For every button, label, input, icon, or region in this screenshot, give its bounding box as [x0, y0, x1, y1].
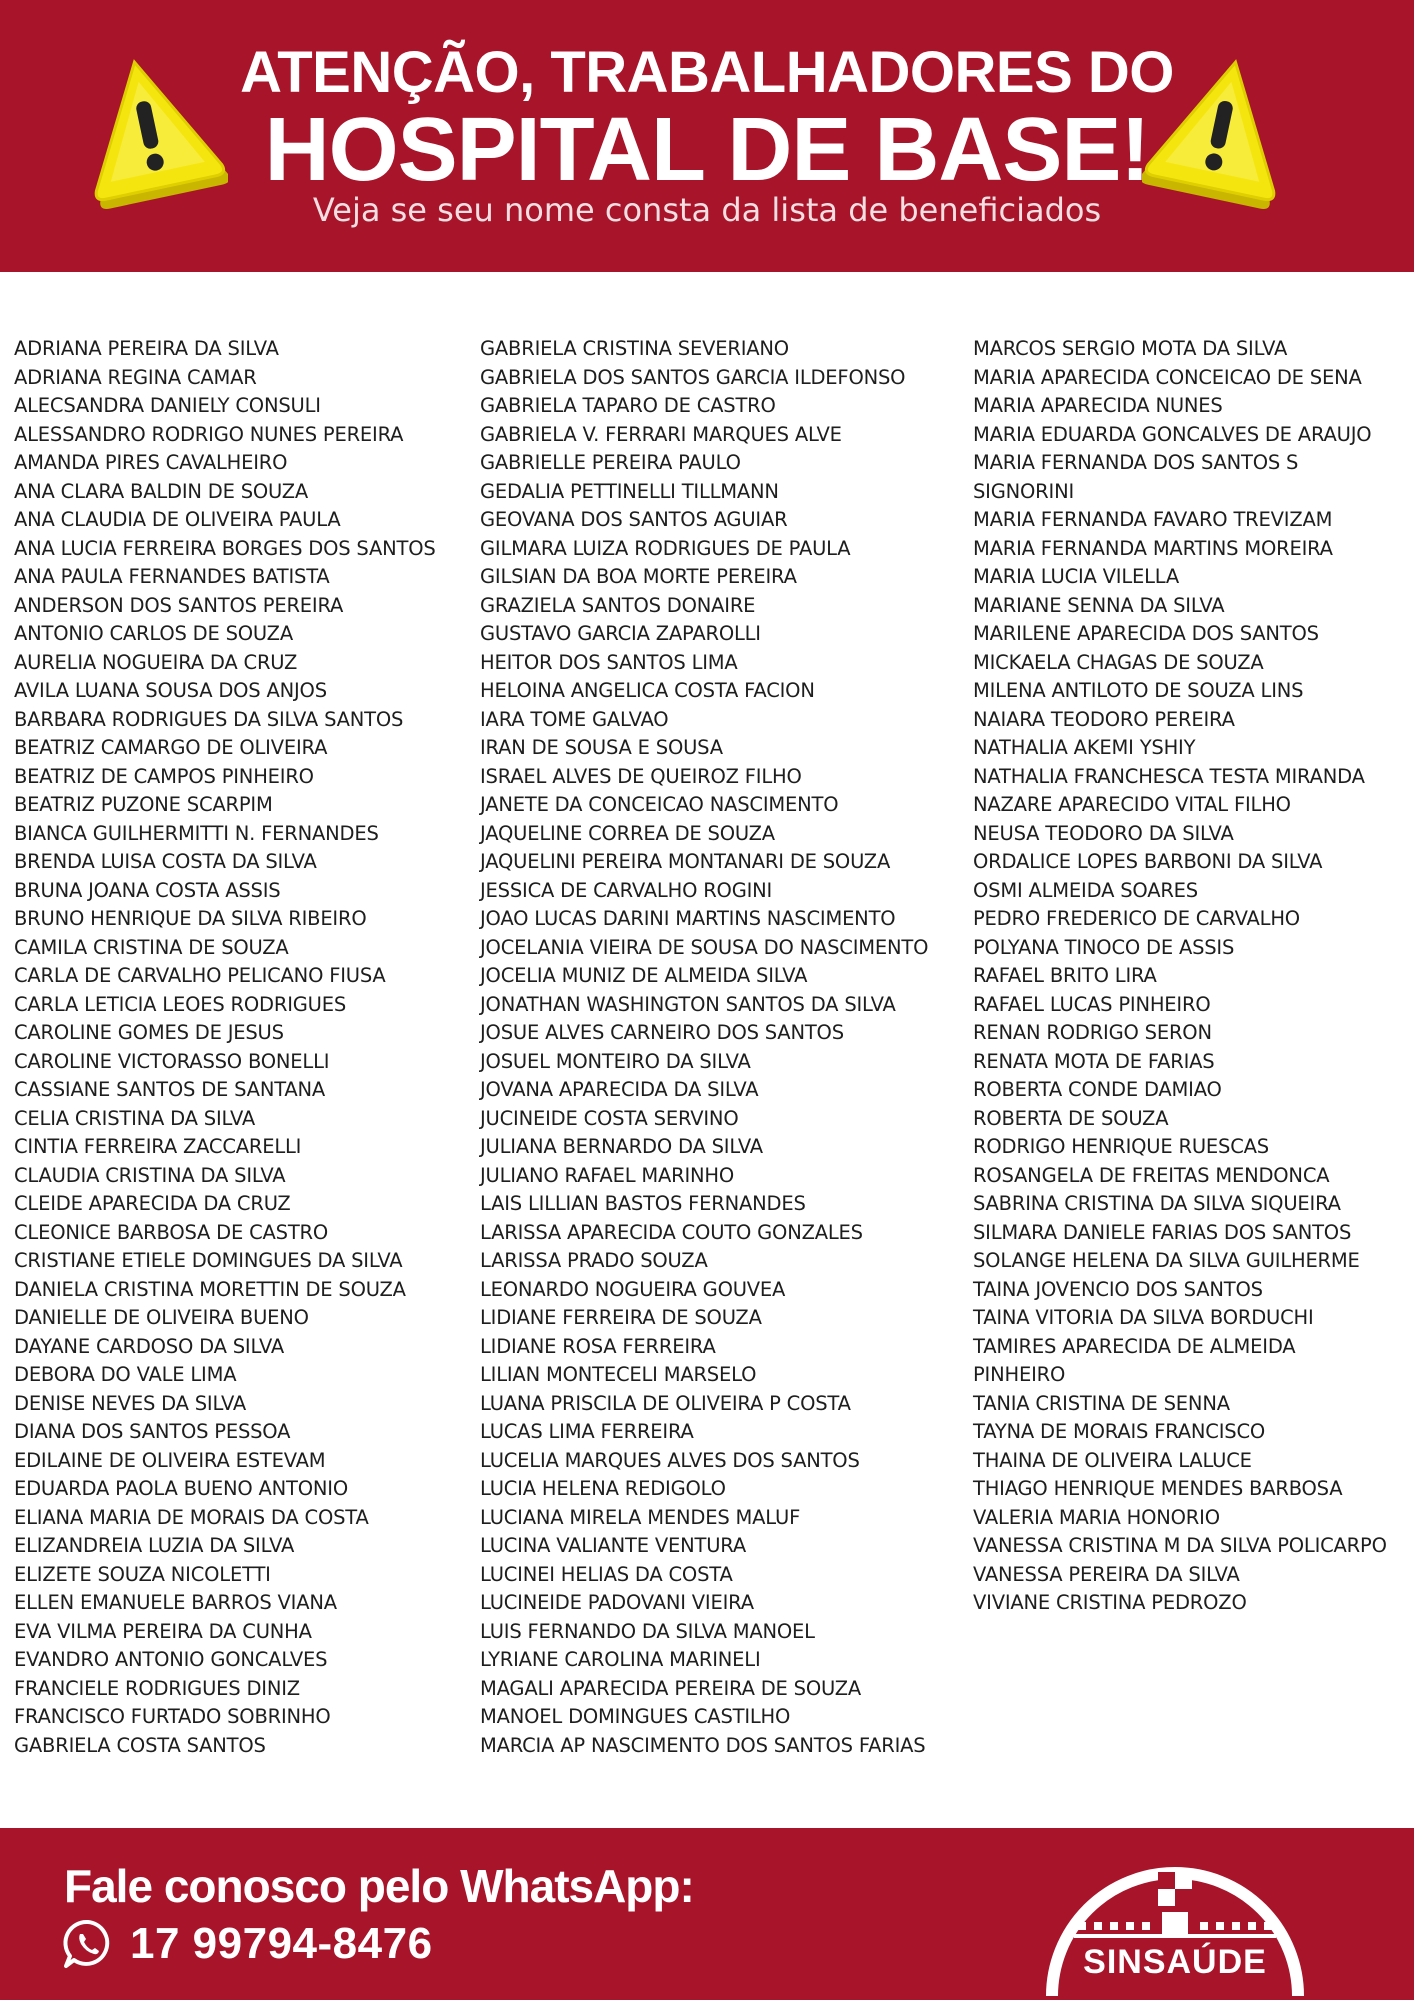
names-column-2 — [480, 335, 928, 1760]
beneficiary-name: GUSTAVO GARCIA ZAPAROLLI — [480, 622, 761, 645]
beneficiary-name: LUCIANA MIRELA MENDES MALUF — [480, 1505, 801, 1529]
beneficiary-name: MARIANE SENNA DA SILVA — [973, 593, 1225, 617]
beneficiary-name: ORDALICE LOPES BARBONI DA SILVA — [973, 850, 1323, 873]
beneficiary-name: CLAUDIA CRISTINA DA SILVA — [14, 1163, 286, 1187]
beneficiary-name: TAMIRES APARECIDA DE ALMEIDA — [973, 1334, 1296, 1358]
beneficiary-name: JAQUELINI PEREIRA MONTANARI DE SOUZA — [480, 850, 891, 873]
beneficiary-name: LUIS FERNANDO DA SILVA MANOEL — [480, 1619, 815, 1643]
beneficiary-name: ANA CLARA BALDIN DE SOUZA — [14, 479, 309, 503]
beneficiary-name: ADRIANA REGINA CAMAR — [14, 365, 257, 389]
beneficiary-name: DENISE NEVES DA SILVA — [14, 1391, 247, 1415]
beneficiary-name: MARIA APARECIDA NUNES — [973, 394, 1223, 417]
beneficiary-name: EVANDRO ANTONIO GONCALVES — [14, 1648, 328, 1671]
beneficiary-name: LILIAN MONTECELI MARSELO — [480, 1363, 757, 1386]
beneficiary-name: DAYANE CARDOSO DA SILVA — [14, 1334, 285, 1358]
beneficiary-name: JOSUEL MONTEIRO DA SILVA — [480, 1049, 751, 1073]
beneficiary-name: GABRIELA COSTA SANTOS — [14, 1733, 266, 1757]
beneficiary-name: AURELIA NOGUEIRA DA CRUZ — [14, 650, 298, 674]
beneficiary-name: NAZARE APARECIDO VITAL FILHO — [973, 793, 1291, 816]
beneficiary-name: HEITOR DOS SANTOS LIMA — [480, 650, 738, 674]
beneficiary-name: JOSUE ALVES CARNEIRO DOS SANTOS — [480, 1021, 844, 1044]
beneficiary-name: MARIA LUCIA VILELLA — [973, 565, 1180, 588]
whatsapp-icon — [62, 1918, 114, 1970]
beneficiary-name: AVILA LUANA SOUSA DOS ANJOS — [14, 679, 327, 702]
beneficiary-name: JOCELANIA VIEIRA DE SOUSA DO NASCIMENTO — [480, 935, 929, 959]
beneficiary-name: VANESSA PEREIRA DA SILVA — [973, 1562, 1240, 1586]
beneficiary-name: ANA CLAUDIA DE OLIVEIRA PAULA — [14, 508, 341, 531]
beneficiary-name: GABRIELA TAPARO DE CASTRO — [480, 394, 776, 417]
beneficiary-name: JULIANA BERNARDO DA SILVA — [480, 1135, 763, 1158]
beneficiary-name: MICKAELA CHAGAS DE SOUZA — [973, 650, 1264, 674]
beneficiary-name: LARISSA PRADO SOUZA — [480, 1249, 708, 1272]
beneficiary-name: MARIA APARECIDA CONCEICAO DE SENA — [973, 365, 1362, 389]
beneficiary-name: LIDIANE ROSA FERREIRA — [480, 1334, 716, 1358]
beneficiary-name: CINTIA FERREIRA ZACCARELLI — [14, 1135, 302, 1158]
beneficiary-name: THAINA DE OLIVEIRA LALUCE — [973, 1448, 1252, 1472]
beneficiary-name: ANA LUCIA FERREIRA BORGES DOS SANTOS — [14, 536, 436, 560]
beneficiary-name: LUCELIA MARQUES ALVES DOS SANTOS — [480, 1448, 860, 1472]
beneficiary-name: FRANCISCO FURTADO SOBRINHO — [14, 1705, 331, 1728]
beneficiary-name: AMANDA PIRES CAVALHEIRO — [14, 451, 288, 474]
beneficiary-name: TAYNA DE MORAIS FRANCISCO — [973, 1420, 1266, 1443]
beneficiary-name: CLEIDE APARECIDA DA CRUZ — [14, 1192, 291, 1215]
beneficiary-name: SOLANGE HELENA DA SILVA GUILHERME — [973, 1249, 1360, 1272]
beneficiary-name: ALESSANDRO RODRIGO NUNES PEREIRA — [14, 422, 404, 446]
beneficiary-name: LUCIA HELENA REDIGOLO — [480, 1477, 726, 1500]
beneficiary-name: BIANCA GUILHERMITTI N. FERNANDES — [14, 821, 379, 845]
beneficiary-name: PEDRO FREDERICO DE CARVALHO — [973, 907, 1300, 930]
beneficiary-name: BEATRIZ PUZONE SCARPIM — [14, 793, 273, 816]
beneficiary-name: TANIA CRISTINA DE SENNA — [973, 1391, 1230, 1415]
beneficiary-name: JANETE DA CONCEICAO NASCIMENTO — [480, 793, 839, 816]
beneficiary-name: HELOINA ANGELICA COSTA FACION — [480, 679, 815, 702]
beneficiary-name: JONATHAN WASHINGTON SANTOS DA SILVA — [480, 992, 896, 1016]
beneficiary-name: ELIANA MARIA DE MORAIS DA COSTA — [14, 1505, 369, 1529]
beneficiary-name: GEDALIA PETTINELLI TILLMANN — [480, 479, 779, 503]
beneficiary-name: ELIZANDREIA LUZIA DA SILVA — [14, 1534, 295, 1557]
beneficiary-name: JAQUELINE CORREA DE SOUZA — [480, 821, 775, 845]
beneficiary-name: CASSIANE SANTOS DE SANTANA — [14, 1078, 326, 1101]
beneficiary-name: CAROLINE VICTORASSO BONELLI — [14, 1049, 330, 1073]
beneficiary-name: BEATRIZ CAMARGO DE OLIVEIRA — [14, 736, 328, 759]
beneficiary-name: JULIANO RAFAEL MARINHO — [480, 1163, 735, 1187]
beneficiary-name: MARIA EDUARDA GONCALVES DE ARAUJO — [973, 422, 1372, 446]
beneficiary-name: CLEONICE BARBOSA DE CASTRO — [14, 1220, 329, 1244]
beneficiary-name: TAINA JOVENCIO DOS SANTOS — [973, 1277, 1263, 1301]
beneficiary-name: SABRINA CRISTINA DA SILVA SIQUEIRA — [973, 1192, 1341, 1215]
whatsapp-phone-number: 17 99794-8476 — [130, 1919, 433, 1968]
beneficiary-name: GABRIELLE PEREIRA PAULO — [480, 451, 741, 474]
beneficiary-name: RAFAEL BRITO LIRA — [973, 964, 1157, 987]
beneficiary-name: JOCELIA MUNIZ DE ALMEIDA SILVA — [480, 964, 808, 987]
beneficiary-name: ALECSANDRA DANIELY CONSULI — [14, 394, 321, 417]
beneficiary-name: RENATA MOTA DE FARIAS — [973, 1049, 1215, 1073]
beneficiary-name: LAIS LILLIAN BASTOS FERNANDES — [480, 1192, 806, 1215]
beneficiary-name: TAINA VITORIA DA SILVA BORDUCHI — [973, 1306, 1314, 1329]
headline-line-1: ATENÇÃO, TRABALHADORES DO — [240, 40, 1174, 105]
footer-banner — [0, 1828, 1414, 2000]
beneficiary-name: RODRIGO HENRIQUE RUESCAS — [973, 1135, 1269, 1158]
beneficiary-name: ADRIANA PEREIRA DA SILVA — [14, 337, 279, 360]
beneficiary-name: GEOVANA DOS SANTOS AGUIAR — [480, 508, 788, 531]
beneficiary-name: ISRAEL ALVES DE QUEIROZ FILHO — [480, 764, 802, 788]
headline-line-2: HOSPITAL DE BASE! — [264, 100, 1150, 200]
sinsaude-logo-text: SINSAÚDE — [1083, 1943, 1267, 1981]
beneficiary-name: MANOEL DOMINGUES CASTILHO — [480, 1705, 791, 1728]
beneficiary-name: DANIELLE DE OLIVEIRA BUENO — [14, 1306, 309, 1329]
beneficiary-name: ELIZETE SOUZA NICOLETTI — [14, 1562, 271, 1586]
subtitle: Veja se seu nome consta da lista de beneficiados — [312, 191, 1102, 229]
beneficiary-name: ANDERSON DOS SANTOS PEREIRA — [14, 593, 344, 617]
contact-label: Fale conosco pelo WhatsApp: — [64, 1860, 694, 1912]
names-column-3 — [973, 335, 1387, 1618]
beneficiary-name: PINHEIRO — [973, 1363, 1066, 1386]
beneficiary-name: MARILENE APARECIDA DOS SANTOS — [973, 622, 1319, 645]
beneficiary-name: BRUNA JOANA COSTA ASSIS — [14, 878, 281, 902]
beneficiary-name: CRISTIANE ETIELE DOMINGUES DA SILVA — [14, 1249, 403, 1272]
beneficiary-name: CELIA CRISTINA DA SILVA — [14, 1106, 256, 1130]
beneficiary-name: MARIA FERNANDA FAVARO TREVIZAM — [973, 508, 1333, 531]
beneficiary-name: MILENA ANTILOTO DE SOUZA LINS — [973, 679, 1304, 702]
beneficiary-name: BARBARA RODRIGUES DA SILVA SANTOS — [14, 707, 404, 731]
beneficiary-name: THIAGO HENRIQUE MENDES BARBOSA — [973, 1477, 1343, 1500]
beneficiary-name: GABRIELA DOS SANTOS GARCIA ILDEFONSO — [480, 365, 906, 389]
beneficiary-name: ANA PAULA FERNANDES BATISTA — [14, 565, 330, 588]
beneficiary-name: GABRIELA V. FERRARI MARQUES ALVE — [480, 422, 842, 446]
beneficiary-name: LUCAS LIMA FERREIRA — [480, 1420, 694, 1443]
beneficiary-name: CARLA LETICIA LEOES RODRIGUES — [14, 992, 347, 1016]
beneficiary-name: LUCINA VALIANTE VENTURA — [480, 1534, 746, 1557]
beneficiary-name: GILSIAN DA BOA MORTE PEREIRA — [480, 565, 797, 588]
beneficiary-name: JOAO LUCAS DARINI MARTINS NASCIMENTO — [480, 907, 896, 930]
beneficiary-name: LARISSA APARECIDA COUTO GONZALES — [480, 1220, 863, 1244]
beneficiary-name: SIGNORINI — [973, 479, 1075, 503]
header-banner — [0, 0, 1414, 272]
beneficiary-name: SILMARA DANIELE FARIAS DOS SANTOS — [973, 1220, 1352, 1244]
beneficiary-name: VALERIA MARIA HONORIO — [973, 1505, 1220, 1529]
names-column-1 — [14, 335, 436, 1760]
beneficiary-name: IRAN DE SOUSA E SOUSA — [480, 736, 723, 759]
beneficiary-name: OSMI ALMEIDA SOARES — [973, 878, 1198, 902]
beneficiary-name: LIDIANE FERREIRA DE SOUZA — [480, 1306, 762, 1329]
beneficiary-name: DANIELA CRISTINA MORETTIN DE SOUZA — [14, 1277, 406, 1301]
beneficiary-name: VANESSA CRISTINA M DA SILVA POLICARPO — [973, 1534, 1387, 1557]
beneficiary-name: MARIA FERNANDA DOS SANTOS S — [973, 451, 1299, 474]
beneficiary-name: NAIARA TEODORO PEREIRA — [973, 707, 1235, 731]
beneficiary-name: MAGALI APARECIDA PEREIRA DE SOUZA — [480, 1676, 862, 1700]
beneficiary-name: BEATRIZ DE CAMPOS PINHEIRO — [14, 764, 314, 788]
beneficiary-name: DEBORA DO VALE LIMA — [14, 1363, 237, 1386]
beneficiary-name: IARA TOME GALVAO — [480, 707, 669, 731]
beneficiary-name: MARCOS SERGIO MOTA DA SILVA — [973, 337, 1288, 360]
beneficiary-name: GABRIELA CRISTINA SEVERIANO — [480, 337, 789, 360]
beneficiary-name: ROSANGELA DE FREITAS MENDONCA — [973, 1163, 1330, 1187]
beneficiary-name: JESSICA DE CARVALHO ROGINI — [480, 878, 773, 902]
beneficiary-name: POLYANA TINOCO DE ASSIS — [973, 935, 1235, 959]
beneficiary-name: GRAZIELA SANTOS DONAIRE — [480, 593, 756, 617]
beneficiary-name: JUCINEIDE COSTA SERVINO — [480, 1106, 739, 1130]
beneficiary-name: EDILAINE DE OLIVEIRA ESTEVAM — [14, 1448, 326, 1472]
beneficiary-name: CAROLINE GOMES DE JESUS — [14, 1021, 284, 1044]
beneficiary-name: BRENDA LUISA COSTA DA SILVA — [14, 850, 317, 873]
beneficiary-name: GILMARA LUIZA RODRIGUES DE PAULA — [480, 536, 851, 560]
beneficiary-name: CAMILA CRISTINA DE SOUZA — [14, 935, 289, 959]
beneficiary-name: NATHALIA FRANCHESCA TESTA MIRANDA — [973, 764, 1365, 788]
beneficiary-name: EDUARDA PAOLA BUENO ANTONIO — [14, 1477, 348, 1500]
beneficiary-name: LEONARDO NOGUEIRA GOUVEA — [480, 1277, 786, 1301]
beneficiary-name: MARIA FERNANDA MARTINS MOREIRA — [973, 536, 1333, 560]
beneficiary-name: VIVIANE CRISTINA PEDROZO — [973, 1591, 1247, 1614]
beneficiary-name: ELLEN EMANUELE BARROS VIANA — [14, 1591, 337, 1614]
beneficiary-name: NEUSA TEODORO DA SILVA — [973, 821, 1234, 845]
beneficiary-name: LUCINEIDE PADOVANI VIEIRA — [480, 1591, 754, 1614]
beneficiary-name: ROBERTA CONDE DAMIAO — [973, 1078, 1222, 1101]
beneficiary-name: CARLA DE CARVALHO PELICANO FIUSA — [14, 964, 386, 987]
beneficiary-name: NATHALIA AKEMI YSHIY — [973, 736, 1196, 759]
beneficiary-name: EVA VILMA PEREIRA DA CUNHA — [14, 1619, 312, 1643]
beneficiary-name: LYRIANE CAROLINA MARINELI — [480, 1648, 761, 1671]
beneficiary-name: RAFAEL LUCAS PINHEIRO — [973, 992, 1211, 1016]
beneficiary-name: BRUNO HENRIQUE DA SILVA RIBEIRO — [14, 907, 367, 930]
beneficiary-name: MARCIA AP NASCIMENTO DOS SANTOS FARIAS — [480, 1733, 926, 1757]
beneficiary-name: ANTONIO CARLOS DE SOUZA — [14, 622, 293, 645]
beneficiary-name: ROBERTA DE SOUZA — [973, 1106, 1169, 1130]
beneficiary-name: LUCINEI HELIAS DA COSTA — [480, 1562, 733, 1586]
beneficiary-name: RENAN RODRIGO SERON — [973, 1021, 1212, 1044]
beneficiary-name: JOVANA APARECIDA DA SILVA — [480, 1078, 759, 1101]
beneficiary-name: LUANA PRISCILA DE OLIVEIRA P COSTA — [480, 1391, 851, 1415]
beneficiary-name: DIANA DOS SANTOS PESSOA — [14, 1420, 291, 1443]
beneficiary-name: FRANCIELE RODRIGUES DINIZ — [14, 1676, 300, 1700]
